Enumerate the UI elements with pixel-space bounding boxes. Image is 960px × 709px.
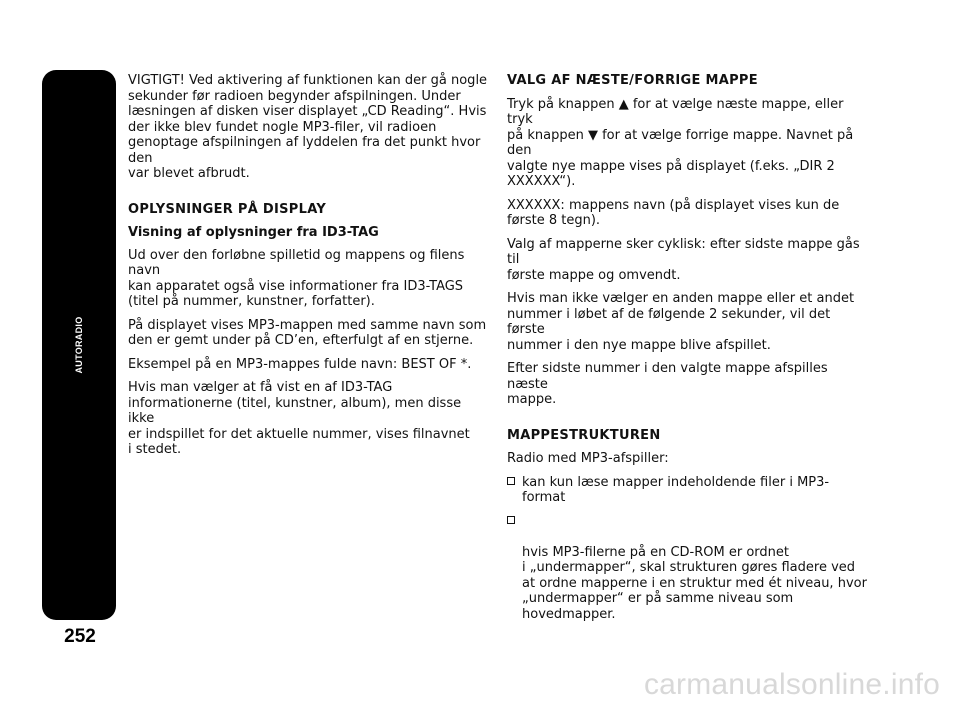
paragraph: Radio med MP3-afspiller:	[507, 451, 669, 466]
page-number: 252	[64, 626, 96, 647]
paragraph: Ud over den forløbne spilletid og mappens og filens navn kan apparatet også vise informationer fra ID3-TAGS (titel på nummer, kunstner, forfatter).	[128, 247, 465, 309]
section-heading-folder-structure: MAPPESTRUKTUREN	[507, 427, 661, 443]
down-arrow-icon: ▼	[587, 127, 598, 143]
section-label: AUTORADIO	[74, 316, 84, 374]
right-column	[507, 73, 867, 630]
intro-paragraph: VIGTIGT! Ved aktivering af funktionen kan der gå nogle sekunder før radioen begynder afspilningen. Under læsningen af disken viser displayet „CD Reading“. Hvis der ikke blev fundet nogle MP3-filer, vil radioen genoptage afspilningen af lyddelen fra det punkt hvor den var blevet afbrudt.	[128, 73, 488, 181]
paragraph: Eksempel på en MP3-mappes fulde navn: BEST OF *.	[128, 356, 472, 372]
section-heading-display-info: OPLYSNINGER PÅ DISPLAY	[128, 201, 327, 217]
paragraph: Efter sidste nummer i den valgte mappe afspilles næste mappe.	[507, 361, 828, 407]
checkbox-bullet-icon	[507, 516, 515, 524]
list-item: hvis MP3-filerne på en CD-ROM er ordnet i „undermapper“, skal strukturen gøres fladere ved at ordne mapperne i en struktur med ét niveau, hvor „undermapper“ er på samme niveau som hovedmapper.	[507, 514, 867, 623]
watermark: carmanualsonline.info	[643, 668, 940, 701]
checkbox-bullet-icon	[507, 477, 515, 485]
subheading-id3-tag: Visning af oplysninger fra ID3-TAG	[128, 225, 379, 240]
list-item: kan kun læse mapper indeholdende filer i MP3-format	[507, 475, 867, 506]
up-arrow-icon: ▲	[618, 96, 629, 112]
section-heading-folder-select: VALG AF NÆSTE/FORRIGE MAPPE	[507, 73, 758, 88]
paragraph: På displayet vises MP3-mappen med samme navn som den er gemt under på CD’en, efterfulgt af en stjerne.	[128, 317, 487, 348]
paragraph-buttons: Tryk på knappen ▲ for at vælge næste mappe, eller tryk på knappen ▼ for at vælge forrige mappe. Navnet på den valgte nye mappe vises på displayet (f.eks. „DIR 2 XXXXXX“).	[507, 96, 854, 189]
paragraph: Hvis man vælger at få vist en af ID3-TAG informationerne (titel, kunstner, album), men disse ikke er indspillet for det aktuelle nummer, vises filnavnet i stedet.	[128, 380, 470, 457]
left-column	[128, 73, 488, 466]
paragraph: Valg af mapperne sker cyklisk: efter sidste mappe gås til første mappe og omvendt.	[507, 236, 860, 283]
paragraph: XXXXXX: mappens navn (på displayet vises kun de første 8 tegn).	[507, 197, 840, 228]
paragraph: Hvis man ikke vælger en anden mappe eller et andet nummer i løbet af de følgende 2 sekunder, vil det første nummer i den nye mappe blive afspillet.	[507, 291, 855, 353]
